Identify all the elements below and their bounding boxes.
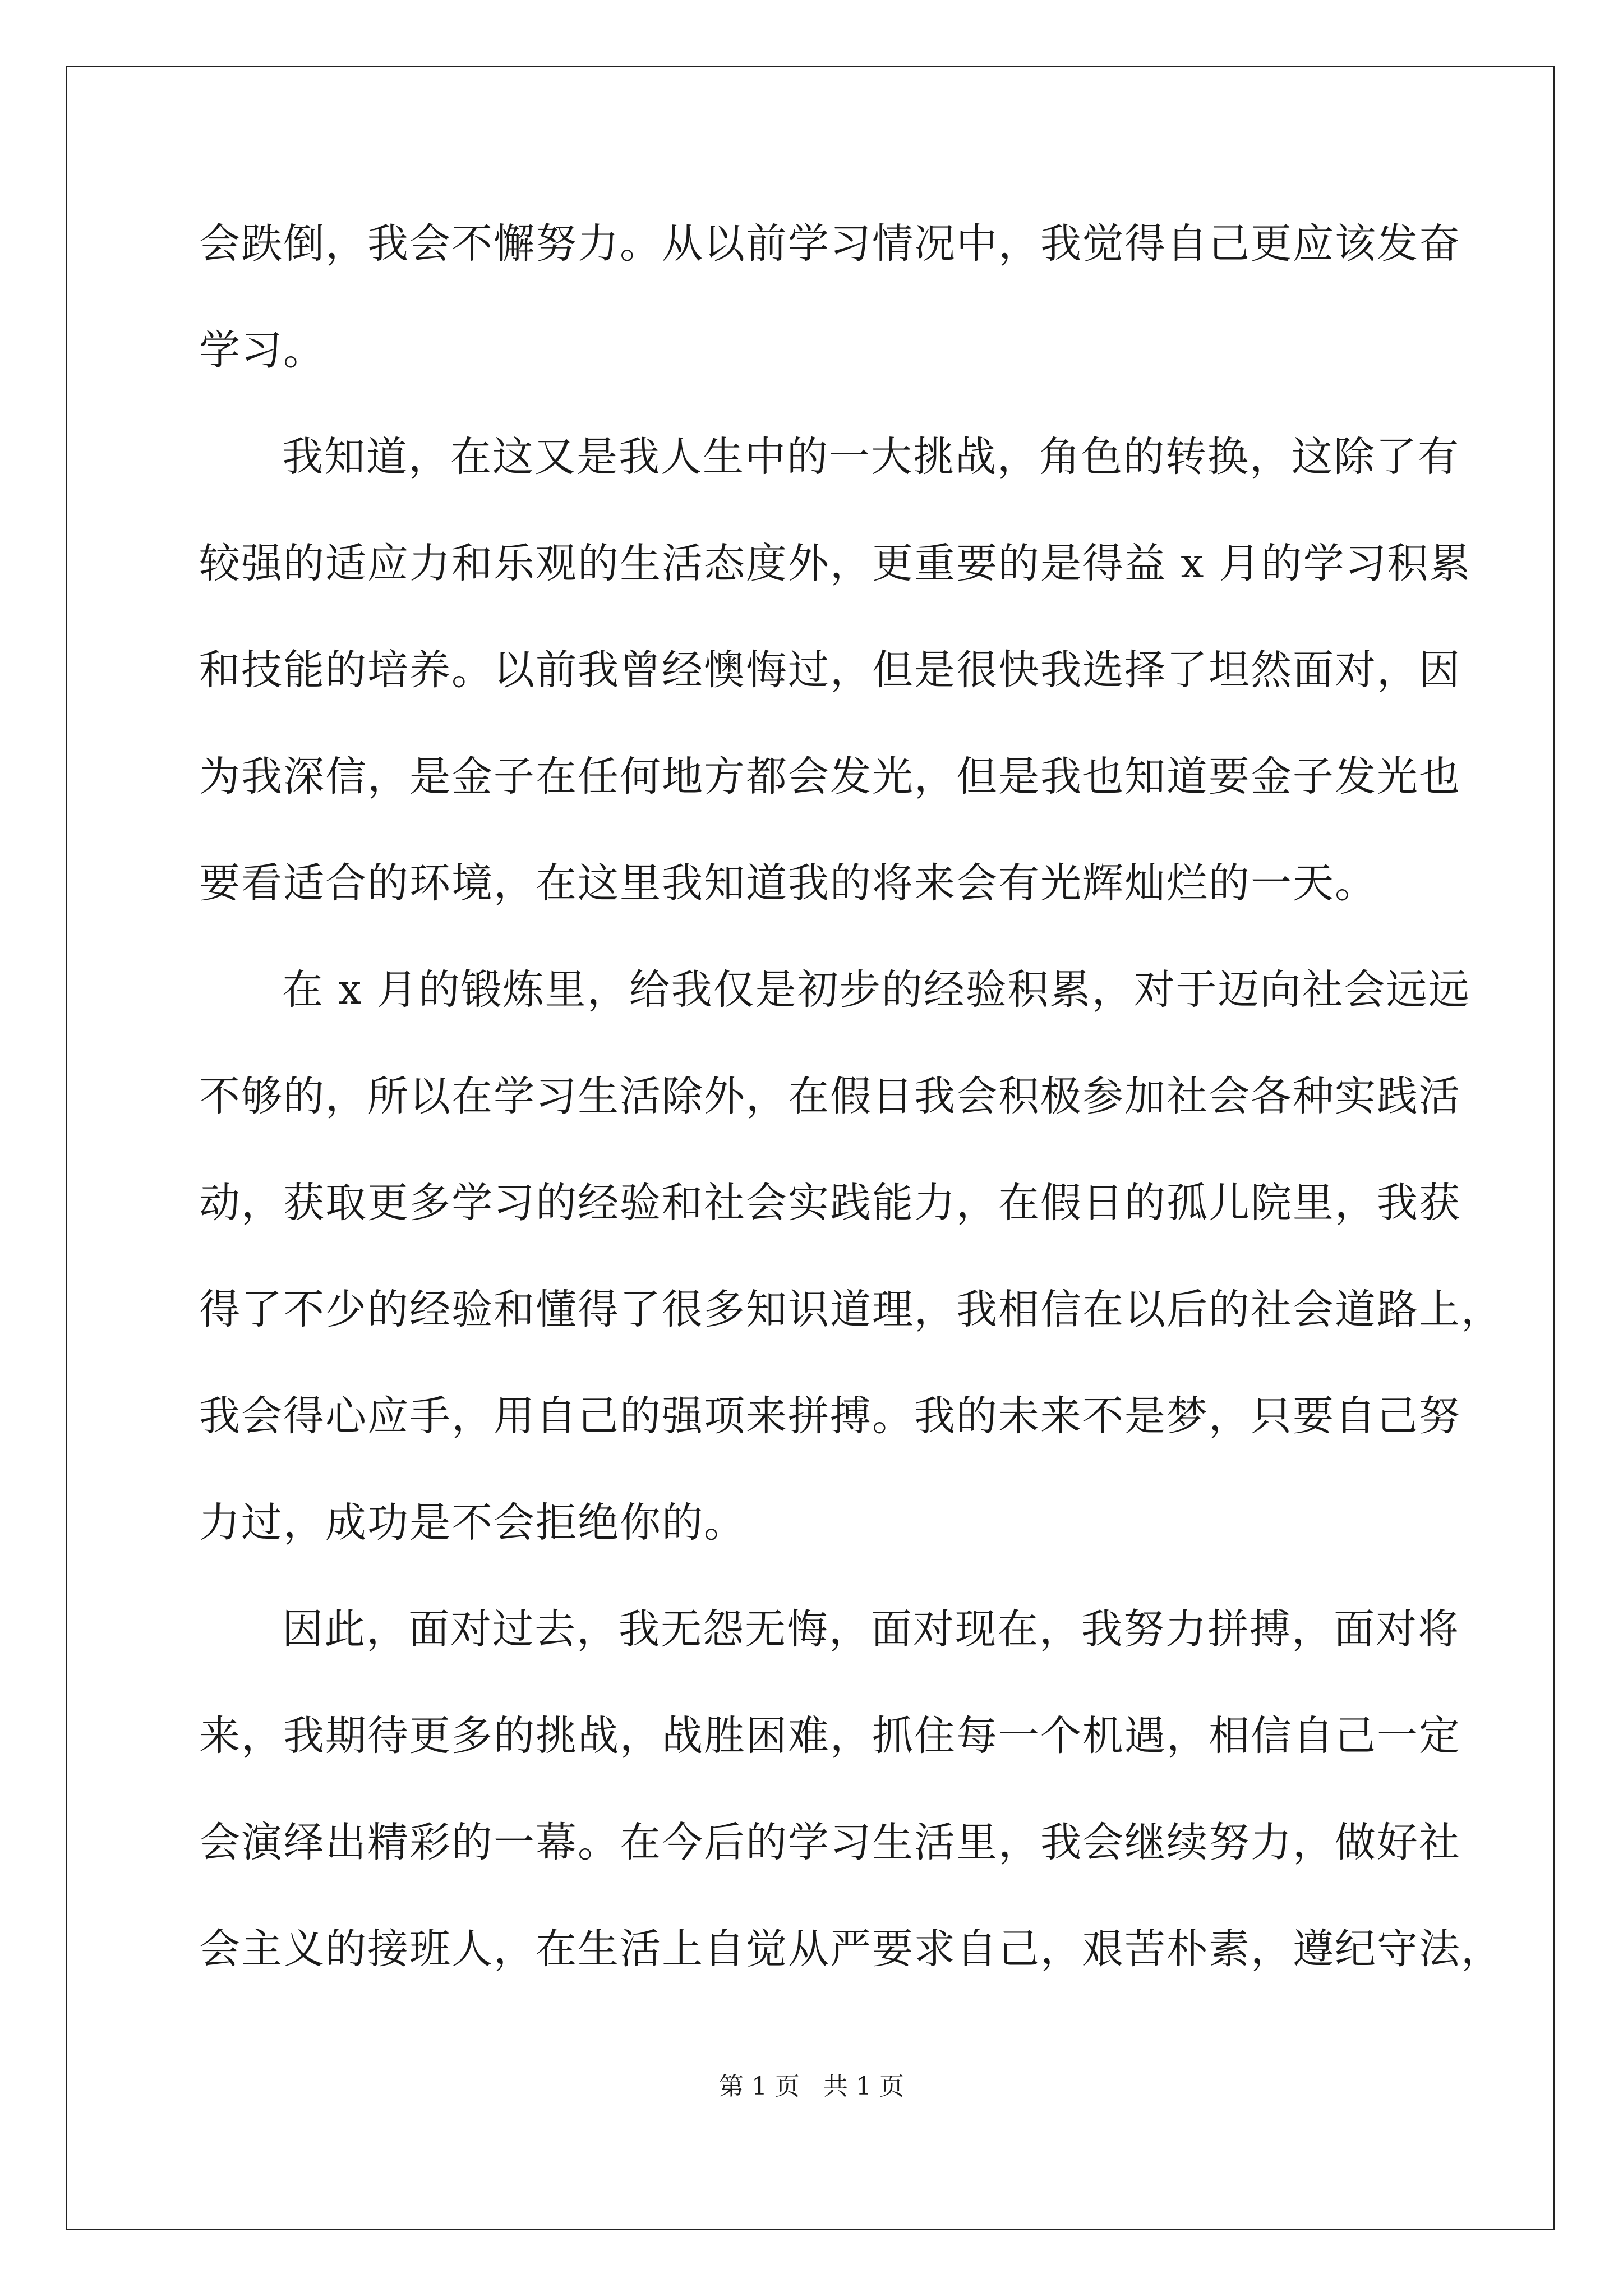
text-line: 学习。 [199, 326, 325, 374]
text-line: 不够的，所以在学习生活除外，在假日我会积极参加社会各种实践活 [199, 1073, 1461, 1120]
text-line: 得了不少的经验和懂得了很多知识道理，我相信在以后的社会道路上， [199, 1286, 1503, 1333]
text-line: 要看适合的环境，在这里我知道我的将来会有光辉灿烂的一天。 [199, 859, 1377, 907]
text-line: 我会得心应手，用自己的强项来拼搏。我的未来不是梦，只要自己努 [199, 1392, 1461, 1440]
page-number-footer: 第 1 页 共 1 页 [719, 2072, 904, 2101]
text-line: 动，获取更多学习的经验和社会实践能力，在假日的孤儿院里，我获 [199, 1179, 1461, 1227]
text-line: 会演绎出精彩的一幕。在今后的学习生活里，我会继续努力，做好社 [199, 1819, 1461, 1866]
document-body [199, 213, 1503, 2025]
text-line: 和技能的培养。以前我曾经懊悔过，但是很快我选择了坦然面对，因 [199, 646, 1461, 694]
text-line: 来，我期待更多的挑战，战胜困难，抓住每一个机遇，相信自己一定 [199, 1712, 1461, 1760]
text-line: 较强的适应力和乐观的生活态度外，更重要的是得益 x 月的学习积累 [199, 540, 1472, 587]
text-line: 会主义的接班人，在生活上自觉从严要求自己，艰苦朴素，遵纪守法， [199, 1925, 1503, 1973]
paragraph-start-line: 我知道，在这又是我人生中的一大挑战，角色的转换，这除了有 [282, 433, 1460, 481]
text-line: 会跌倒，我会不懈努力。从以前学习情况中，我觉得自己更应该发奋 [199, 220, 1461, 268]
paragraph-start-line: 在 x 月的锻炼里，给我仅是初步的经验积累，对于迈向社会远远 [282, 966, 1470, 1014]
paragraph-start-line: 因此，面对过去，我无怨无悔，面对现在，我努力拼搏，面对将 [282, 1605, 1460, 1653]
text-line: 力过，成功是不会拒绝你的。 [199, 1499, 746, 1547]
text-line: 为我深信，是金子在任何地方都会发光，但是我也知道要金子发光也 [199, 753, 1461, 800]
